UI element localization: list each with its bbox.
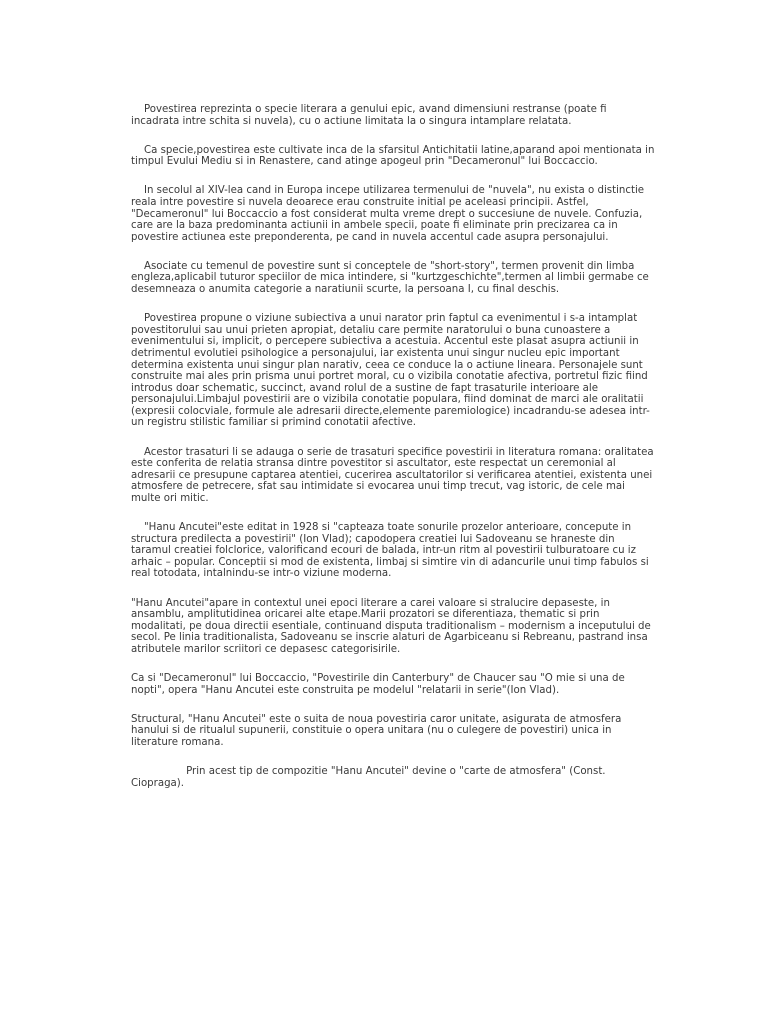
paragraph-1: Povestirea reprezinta o specie literara a genului epic, avand dimensiuni restranse (poate fi incadrata intre schita si nuvela), cu o actiune limitata la o singura intamplare relatata. bbox=[131, 104, 610, 127]
paragraph-2: Ca specie,povestirea este cultivate inca de la sfarsitul Antichitatii latine,aparand apoi mentionata in timpul Evului Mediu si in Renastere, cand atinge apogeul prin "Decameronul" lui Boccaccio. bbox=[131, 144, 658, 168]
paragraph-4: Asociate cu temenul de povestire sunt si conceptele de "short-story", termen provenit din limba engleza,aplicabil tuturor speciilor de mica intindere, si "kurtzgeschichte",termen al limbii germabe ce desemneaza o anumita categorie a naratiunii scurte, la persoana I, cu final deschis. bbox=[131, 260, 653, 296]
paragraph-11: Prin acest tip de compozitie "Hanu Ancutei" devine o "carte de atmosfera" (Const. Ciopraga). bbox=[131, 765, 609, 789]
paragraph-7: "Hanu Ancutei"este editat in 1928 si "capteaza toate sonurile prozelor anterioare, concepute in structura predilecta a povestirii" (Ion Vlad); capodopera creatiei lui Sadoveanu se hraneste din taramul creatiei folclorice, valorificand ecouri de balada, intr-un ritm al povestirii tulburatoare cu iz arhaic – popular. Conceptii si mod de existenta, limbaj si simtire vin di adancurile unui timp fabulos si real totodata, intalnindu-se intr-o viziune moderna. bbox=[131, 522, 652, 580]
paragraph-6: Acestor trasaturi li se adauga o serie de trasaturi specifice povestirii in literatura romana: oralitatea este conferita de relatia stransa dintre povestitor si ascultator, este respectat un ceremonial al adresarii ce presupune captarea atentiei, cucerirea ascultatorilor si verificarea atentiei, existenta unei atmosfere de petrecere, sfat sau intimidate si evocarea unui timp trecut, vag istoric, de cele mai multe ori mitic. bbox=[131, 446, 657, 504]
paragraph-8: "Hanu Ancutei"apare in contextul unei epoci literare a carei valoare si stralucire depaseste, in ansamblu, amplitutidinea oricarei alte etape.Marii prozatori se diferentiaza, thematic si prin modalitati, pe doua directii esentiale, continuand disputa traditionalism – modernism a inceputului de secol. Pe linia traditionalista, Sadoveanu se inscrie alaturi de Agarbiceanu si Rebreanu, pastrand insa atributele marilor scriitori ce depasesc categorisirile. bbox=[131, 597, 655, 655]
paragraph-9: Ca si "Decameronul" lui Boccaccio, "Povestirile din Canterbury" de Chaucer sau "O mie si una de nopti", opera "Hanu Ancutei este construita pe modelul "relatarii in serie"(Ion Vlad). bbox=[131, 672, 628, 696]
paragraph-3: In secolul al XIV-lea cand in Europa incepe utilizarea termenului de "nuvela", nu exista o distinctie reala intre povestire si nuvela deoarece erau construite initial pe aceleasi principii. Astfel, "Decameronul" lui Boccaccio a fost considerat multa vreme drept o succesiune de nuvele. Confuzia, care are la baza predominanta actiunii in ambele specii, poate fi eliminate prin precizarea ca in povestire actiunea este preponderenta, pe cand in nuvela accentul cade asupra personajului. bbox=[131, 185, 648, 243]
paragraph-10: Structural, "Hanu Ancutei" este o suita de noua povestiria caror unitate, asigurata de atmosfera hanului si de ritualul supunerii, constituie o opera unitara (nu o culegere de povestiri) unica in literature romana. bbox=[131, 713, 625, 748]
paragraph-5: Povestirea propune o viziune subiectiva a unui narator prin faptul ca evenimentul i s-a intamplat povestitorului sau unui prieten apropiat, detaliu care permite naratorului o buna cunoastere a evenimentului si, implicit, o percepere subiectiva a acestuia. Accentul este plasat asupra actiunii in detrimentul evolutiei psihologice a personajului, iar existenta unui singur nucleu epic important determina existenta unui singur plan narativ, ceea ce conduce la o actiune lineara. Personajele sunt construite mai ales prin prisma unui portret moral, cu o vizibila conotatie afectiva, portretul fizic fiind introdus doar schematic, succinct, avand rolul de a sustine de fapt trasaturile interioare ale personajului.Limbajul povestirii are o vizibila conotatie populara, fiind dominat de marci ale oralitatii (expresii colocviale, formule ale adresarii directe,elemente paremiologice) incadrandu-se adesea intr-un registru stilistic familiar si primind conotatii afective. bbox=[131, 313, 652, 429]
document-body bbox=[131, 104, 656, 807]
